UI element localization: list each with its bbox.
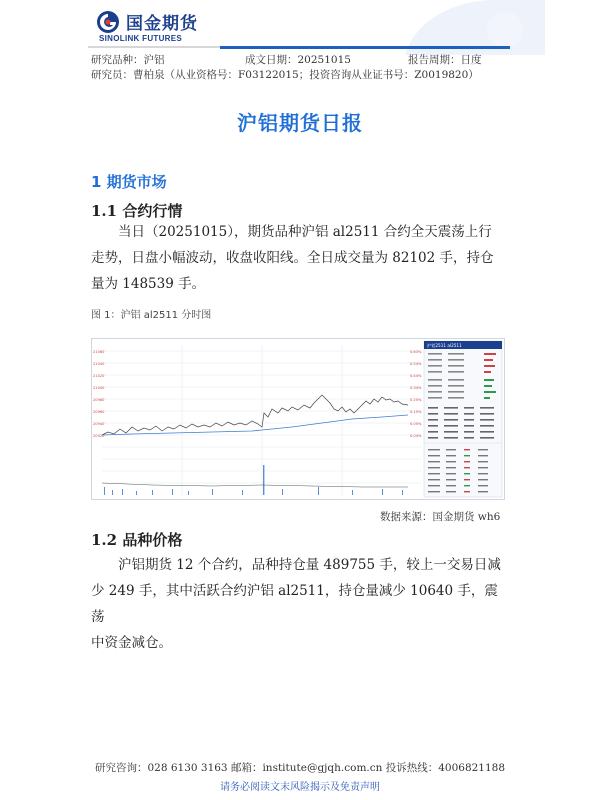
figure-caption: 图 1：沪铝 al2511 分时图 xyxy=(91,310,212,321)
svg-text:0.63%: 0.63% xyxy=(410,350,422,354)
svg-text:21040: 21040 xyxy=(93,362,105,366)
paragraph-line: 走势，日盘小幅波动，收盘收阳线。全日成交量为 82102 手，持仓 xyxy=(91,250,494,266)
svg-text:20940: 20940 xyxy=(93,422,105,426)
paragraph-contract-quote xyxy=(91,219,509,297)
footer-contact: 研究咨询：028 6130 3163 邮箱：institute@gjqh.com.cn 投诉热线：4006821188 xyxy=(94,762,506,774)
subsection-heading: 1.1 合约行情 xyxy=(91,202,183,220)
paragraph-line: 中资金减仓。 xyxy=(91,635,172,651)
paragraph-line: 沪铝期货 12 个合约，品种持仓量 489755 手，较上一交易日减 xyxy=(118,557,501,573)
report-title: 沪铝期货日报 xyxy=(237,111,363,135)
paragraph-line: 当日（20251015），期货品种沪铝 al2511 合约全天震荡上行 xyxy=(118,224,492,240)
header-rule-accent xyxy=(220,46,510,49)
svg-text:0.05%: 0.05% xyxy=(410,422,422,426)
svg-text:0.54%: 0.54% xyxy=(410,362,422,366)
paragraph-line: 量为 148539 手。 xyxy=(91,276,206,292)
svg-text:20960: 20960 xyxy=(93,410,105,414)
svg-text:0.25%: 0.25% xyxy=(410,398,422,402)
section-heading: 1 期货市场 xyxy=(91,173,167,191)
meta-researcher: 研究员：曹柏泉（从业资格号：F03122015；投资咨询从业证书号：Z0019820） xyxy=(91,69,479,81)
subsection-heading: 1.2 品种价格 xyxy=(91,531,183,549)
svg-text:20920: 20920 xyxy=(93,434,105,438)
svg-text:21020: 21020 xyxy=(93,374,105,378)
brand-name-en: SINOLINK FUTURES xyxy=(99,34,183,43)
paragraph-variety-price xyxy=(91,552,509,656)
quote-panel-title: 沪铝2511 al2511 xyxy=(427,343,462,349)
svg-text:20980: 20980 xyxy=(93,398,105,402)
paragraph-line: 少 249 手，其中活跃合约沪铝 al2511，持仓量减少 10640 手，震荡 xyxy=(91,583,498,625)
intraday-chart-image xyxy=(91,338,505,500)
sinolink-logo-icon xyxy=(96,10,120,34)
svg-text:0.15%: 0.15% xyxy=(410,410,422,414)
figure-source: 数据来源：国金期货 wh6 xyxy=(380,511,501,523)
svg-text:0.04%: 0.04% xyxy=(410,434,422,438)
meta-period: 报告周期：日度 xyxy=(408,54,482,66)
brand-name: 国金期货 xyxy=(126,14,198,34)
meta-date: 成文日期：20251015 xyxy=(245,54,351,66)
footer-disclaimer[interactable]: 请务必阅读文末风险揭示及免责声明 xyxy=(220,782,380,793)
svg-text:0.44%: 0.44% xyxy=(410,374,422,378)
svg-text:21000: 21000 xyxy=(93,386,105,390)
svg-text:21060: 21060 xyxy=(93,350,105,354)
svg-text:0.34%: 0.34% xyxy=(410,386,422,390)
meta-variety: 研究品种：沪铝 xyxy=(91,54,165,66)
